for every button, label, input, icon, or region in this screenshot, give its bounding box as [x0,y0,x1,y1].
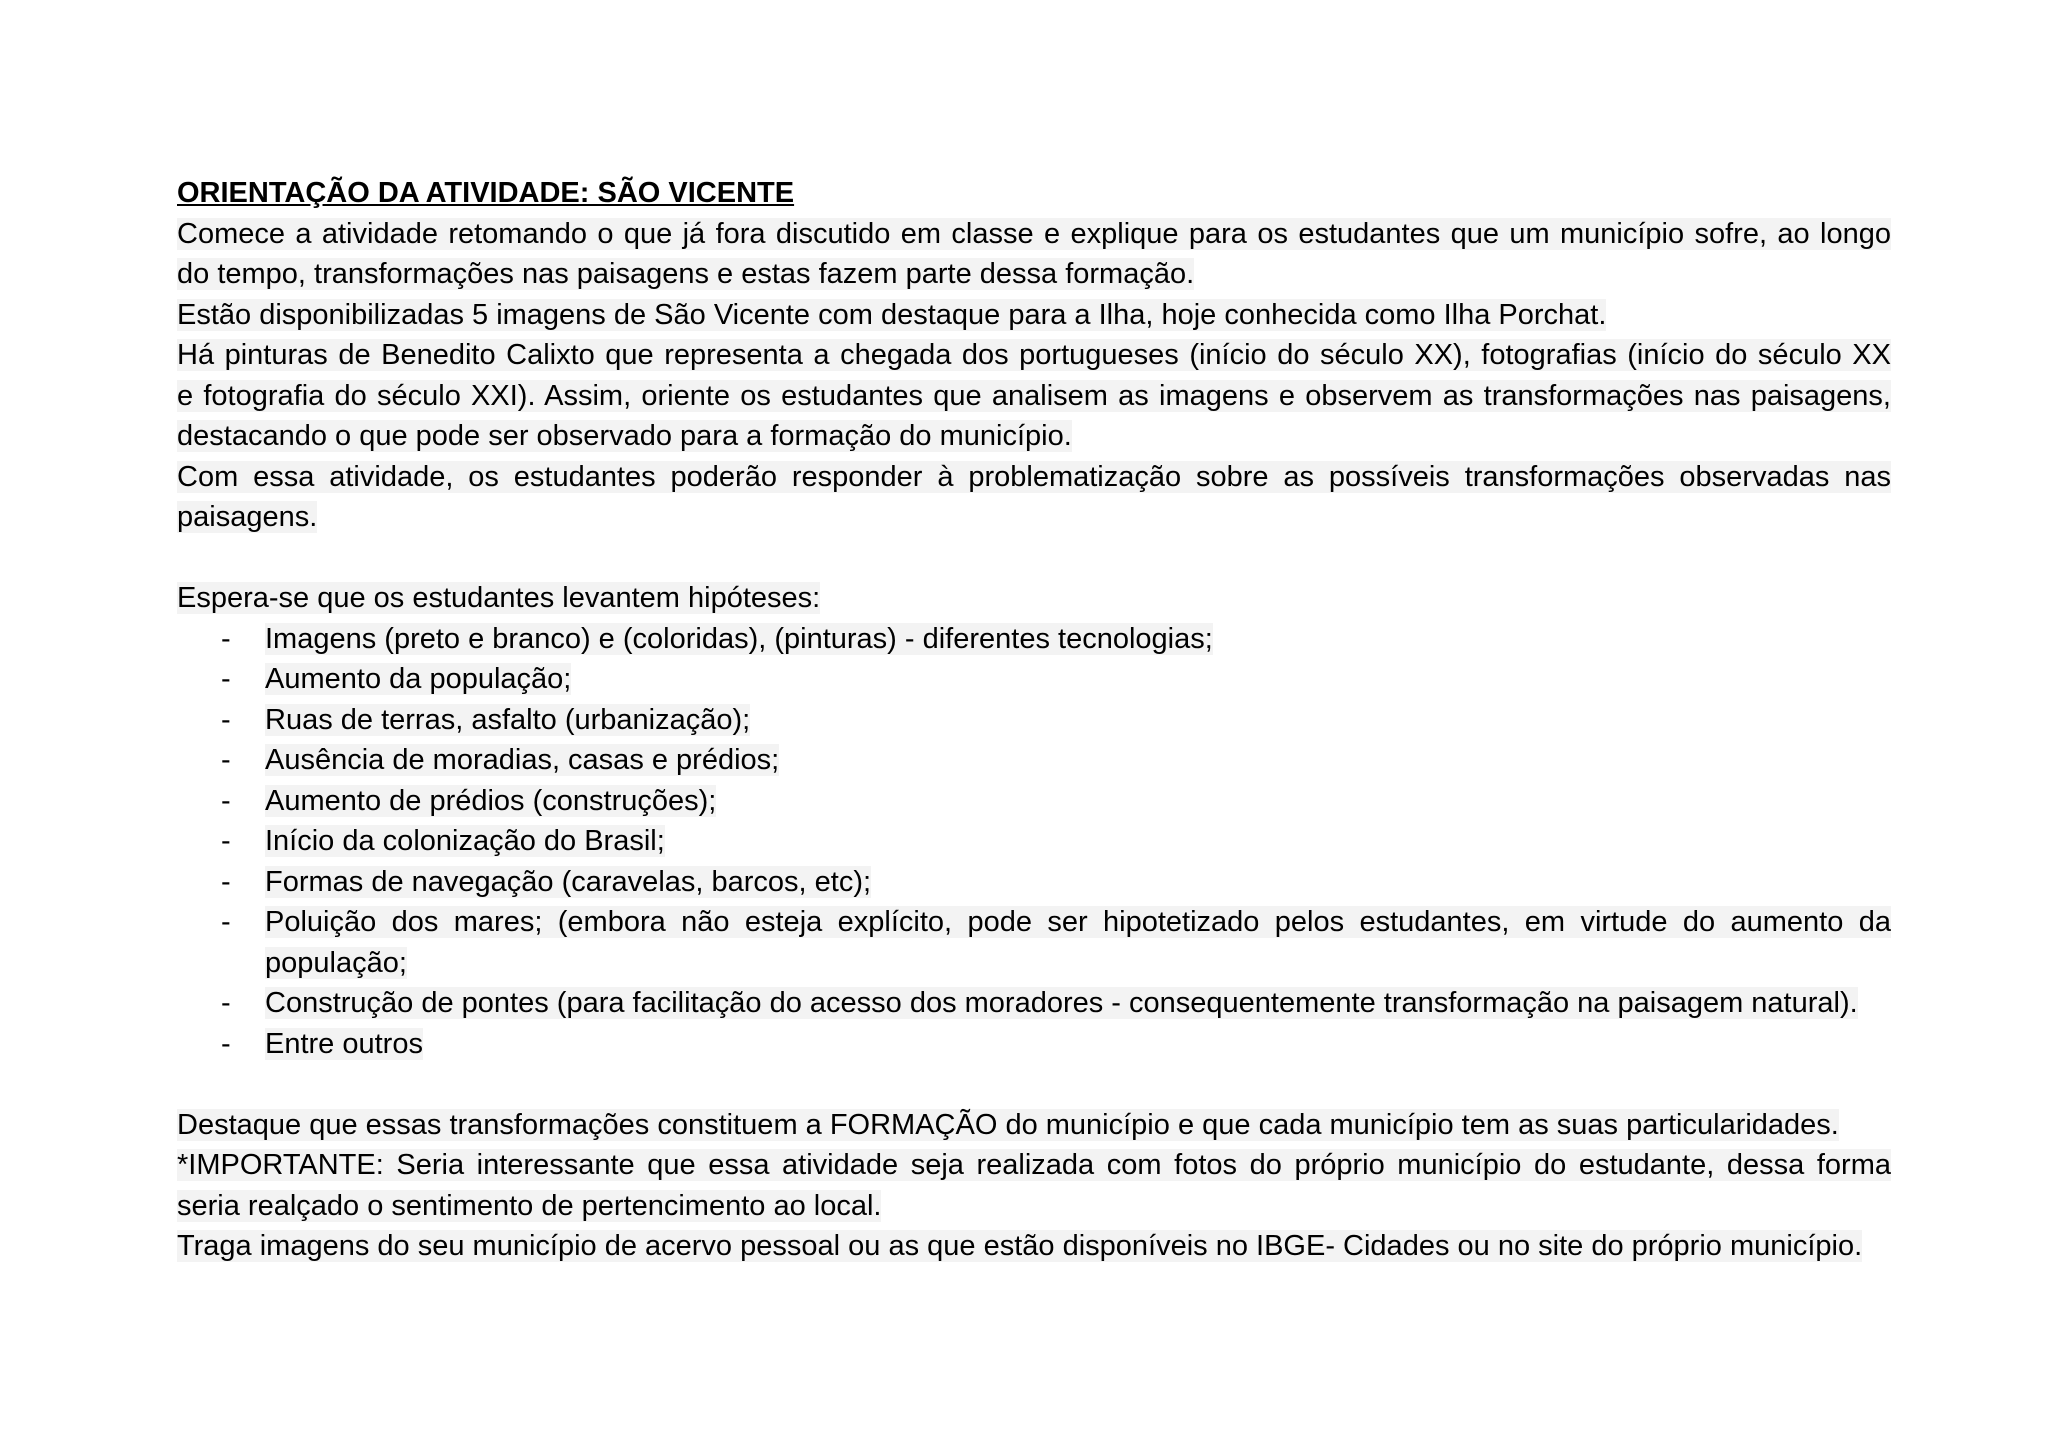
list-item-text: Ruas de terras, asfalto (urbanização); [265,703,751,736]
closing-line [177,1186,1891,1227]
list-item-text: Aumento da população; [265,663,572,695]
intro-line-text: destacando o que pode ser observado para a formação do município. [177,420,1072,452]
list-item-text: Ausência de moradias, casas e prédios; [265,744,780,776]
bullet-dash: - [221,784,231,817]
list-item-text: Poluição dos mares; (embora não esteja explícito, pode ser hipotetizado pelos estudantes, em virtude do aumento da [265,906,1891,938]
intro-line-text: Comece a atividade retomando o que já fora discutido em classe e explique para os estudantes que um município sofre, ao longo [177,217,1891,250]
list-item-text: Construção de pontes (para facilitação do acesso dos moradores - consequentemente transformação na paisagem natural). [265,987,1858,1019]
intro-line [177,295,1891,336]
intro-line-text: Com essa atividade, os estudantes poderão responder à problematização sobre as possíveis transformações observadas nas [177,460,1891,493]
bullet-dash: - [221,744,231,776]
bullet-dash: - [221,987,231,1019]
list-item [177,902,1891,943]
intro-line [177,214,1891,255]
intro-line [177,416,1891,457]
closing-line-text: *IMPORTANTE: Seria interessante que essa atividade seja realizada com fotos do próprio município do estudante, dessa forma [177,1149,1891,1181]
intro-line [177,497,1891,538]
list-item [177,619,1891,660]
list-intro-line [177,578,1891,619]
document-title: ORIENTAÇÃO DA ATIVIDADE: SÃO VICENTE [177,177,795,209]
closing-line [177,1105,1891,1146]
list-item-text: população; [265,946,407,979]
closing-line [177,1226,1891,1267]
intro-line-text: do tempo, transformações nas paisagens e estas fazem parte dessa formação. [177,258,1195,290]
intro-line [177,457,1891,498]
intro-line-text: Estão disponibilizadas 5 imagens de São Vicente com destaque para a Ilha, hoje conhecida como Ilha Porchat. [177,298,1607,331]
document-page [177,173,1891,1267]
list-item-text: Início da colonização do Brasil; [265,825,665,857]
bullet-dash: - [221,663,231,695]
list-intro: Espera-se que os estudantes levantem hipóteses: [177,582,821,614]
closing-line-text: Destaque que essas transformações constituem a FORMAÇÃO do município e que cada município tem as suas particularidades. [177,1108,1839,1141]
spacer [177,1064,1891,1105]
bullet-dash: - [221,622,231,655]
intro-line-text: e fotografia do século XXI). Assim, oriente os estudantes que analisem as imagens e observem as transformações nas paisagens, [177,379,1891,412]
list-item-text: Entre outros [265,1027,423,1060]
list-item [177,1024,1891,1065]
list-item [177,700,1891,741]
document-title-line [177,173,1891,214]
intro-line [177,376,1891,417]
list-item [177,659,1891,700]
closing-line [177,1145,1891,1186]
list-item-text: Aumento de prédios (construções); [265,784,717,817]
list-item [177,821,1891,862]
intro-line [177,335,1891,376]
bullet-dash: - [221,906,231,938]
bullet-dash: - [221,825,231,857]
list-item-text: Formas de navegação (caravelas, barcos, etc); [265,865,872,898]
intro-line-text: Há pinturas de Benedito Calixto que representa a chegada dos portugueses (início do século XX), fotografias (início do século XX [177,339,1891,371]
list-item [177,781,1891,822]
bullet-dash: - [221,1027,231,1060]
list-item [177,862,1891,903]
closing-line-text: Traga imagens do seu município de acervo pessoal ou as que estão disponíveis no IBGE- Cidades ou no site do próprio município. [177,1230,1863,1262]
list-item [177,983,1891,1024]
list-item-text: Imagens (preto e branco) e (coloridas), (pinturas) - diferentes tecnologias; [265,622,1213,655]
bullet-dash: - [221,865,231,898]
list-item [177,740,1891,781]
bullet-dash: - [221,703,231,736]
list-item-continuation [177,943,1891,984]
intro-line [177,254,1891,295]
spacer [177,538,1891,579]
intro-line-text: paisagens. [177,501,318,533]
closing-line-text: seria realçado o sentimento de pertencimento ao local. [177,1189,882,1222]
